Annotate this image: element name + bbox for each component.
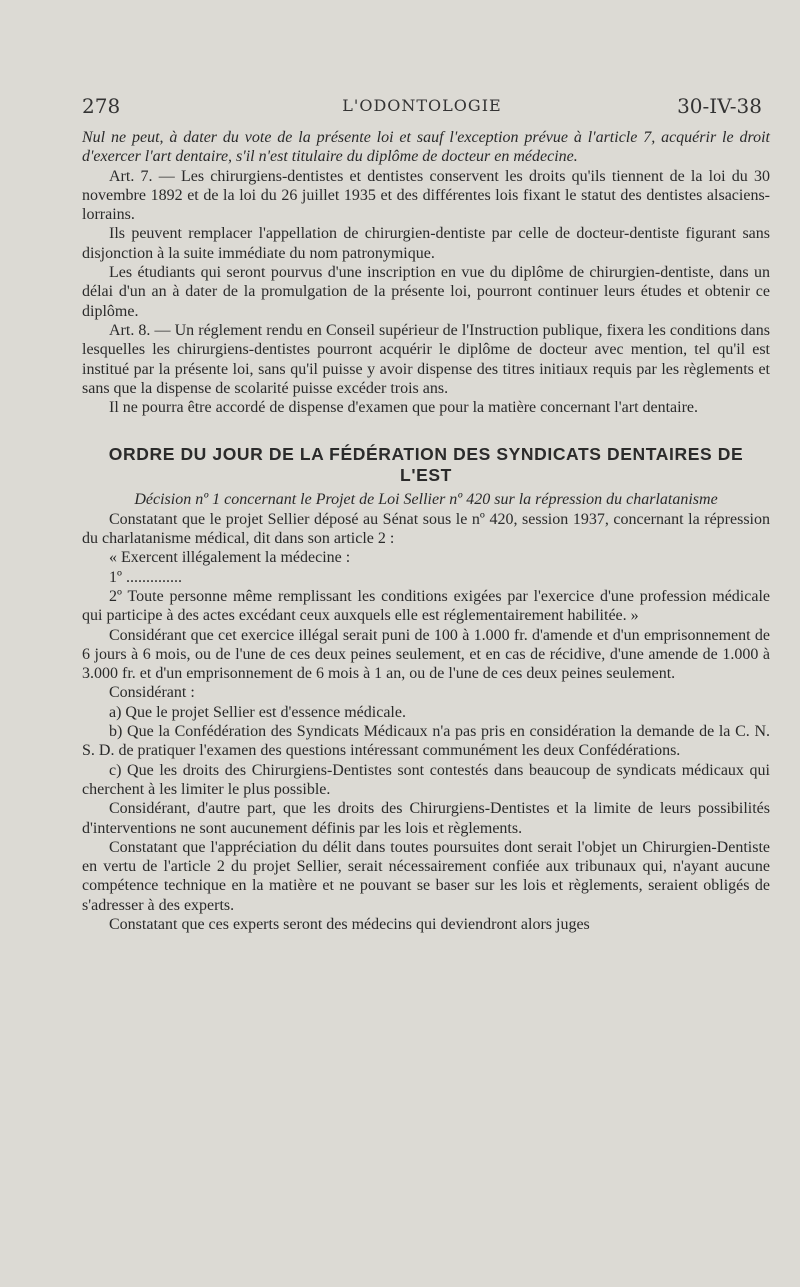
issue-date: 30-IV-38: [677, 94, 762, 118]
paragraph: Art. 8. — Un réglement rendu en Conseil supérieur de l'Instruction publique, fixera les conditions dans lesquelles les chirurgiens-dentistes pourront acquérir le diplôme de docteur avec mention, tel qu'il est institué par la présente loi, sans qu'il puisse y avoir dispense des titres initiaux requis par les règlements et sans que la dispense de scolarité puisse excéder trois ans.: [82, 321, 770, 397]
journal-title: L'ODONTOLOGIE: [342, 96, 502, 115]
paragraph: Constatant que l'appréciation du délit dans toutes poursuites dont serait l'objet un Chirurgien-Dentiste en vertu de l'article 2 du projet Sellier, serait nécessairement confiée aux tribunaux qui, n'ayant aucune compétence technique en la matière et ne pouvant se baser sur les lois et règlements, seraient obligés de s'adresser à des experts.: [82, 838, 770, 914]
paragraph: 1º ..............: [109, 568, 182, 586]
paragraph: Les étudiants qui seront pourvus d'une inscription en vue du diplôme de chirurgien-dentiste, dans un délai d'un an à dater de la promulgation de la présente loi, pourront continuer leurs études et obtenir ce diplôme.: [82, 264, 770, 320]
section-subtitle: Décision nº 1 concernant le Projet de Loi Sellier nº 420 sur la répression du charlatanisme: [134, 491, 718, 509]
paragraph: Il ne pourra être accordé de dispense d'examen que pour la matière concernant l'art dentaire.: [109, 399, 699, 417]
page-number: 278: [82, 94, 121, 118]
page-header: [82, 94, 762, 124]
paragraph: a) Que le projet Sellier est d'essence médicale.: [109, 703, 406, 721]
paragraph: 2º Toute personne même remplissant les conditions exigées par l'exercice d'une profession médicale qui participe à des actes excédant ceux auxquels elle est réglementairement habilitée. »: [82, 587, 770, 625]
paragraph: Constatant que ces experts seront des médecins qui deviendront alors juges: [109, 915, 590, 933]
section-title: ORDRE DU JOUR DE LA FÉDÉRATION DES SYNDICATS DENTAIRES DE L'EST: [108, 444, 744, 486]
paragraph: Constatant que le projet Sellier déposé au Sénat sous le nº 420, session 1937, concernant la répression du charlatanisme médical, dit dans son article 2 :: [82, 510, 770, 548]
paragraph: Ils peuvent remplacer l'appellation de chirurgien-dentiste par celle de docteur-dentiste figurant sans disjonction à la suite immédiate du nom patronymique.: [82, 225, 770, 262]
paragraph: Considérant, d'autre part, que les droits des Chirurgiens-Dentistes et la limite de leurs possibilités d'interventions ne sont aucunement définis par les lois et règlements.: [82, 800, 770, 837]
paragraph: b) Que la Confédération des Syndicats Médicaux n'a pas pris en considération la demande de la C. N. S. D. de pratiquer l'examen des questions intéressant communément les deux Confédérations.: [82, 723, 770, 760]
paragraph: c) Que les droits des Chirurgiens-Dentistes sont contestés dans beaucoup de syndicats médicaux qui cherchent à les limiter le plus possible.: [82, 761, 770, 798]
article-body: [82, 128, 770, 934]
paragraph: « Exercent illégalement la médecine :: [109, 549, 351, 567]
paragraph: Considérant que cet exercice illégal serait puni de 100 à 1.000 fr. d'amende et d'un emprisonnement de 6 jours à 6 mois, ou de l'une de ces deux peines seulement, et en cas de récidive, d'une amende de 1.000 à 3.000 fr. et d'un emprisonnement de 6 mois à 1 an, ou de l'une de ces deux peines seulement.: [82, 626, 770, 683]
paragraph: Considérant :: [109, 684, 195, 702]
paragraph: Art. 7. — Les chirurgiens-dentistes et dentistes conservent les droits qu'ils tiennent de la loi du 30 novembre 1892 et de la loi du 26 juillet 1935 et des différentes lois fixant le statut des dentistes alsaciens-lorrains.: [82, 167, 770, 224]
paragraph: Nul ne peut, à dater du vote de la présente loi et sauf l'exception prévue à l'article 7, acquérir le droit d'exercer l'art dentaire, s'il n'est titulaire du diplôme de docteur en médecine.: [82, 129, 770, 166]
